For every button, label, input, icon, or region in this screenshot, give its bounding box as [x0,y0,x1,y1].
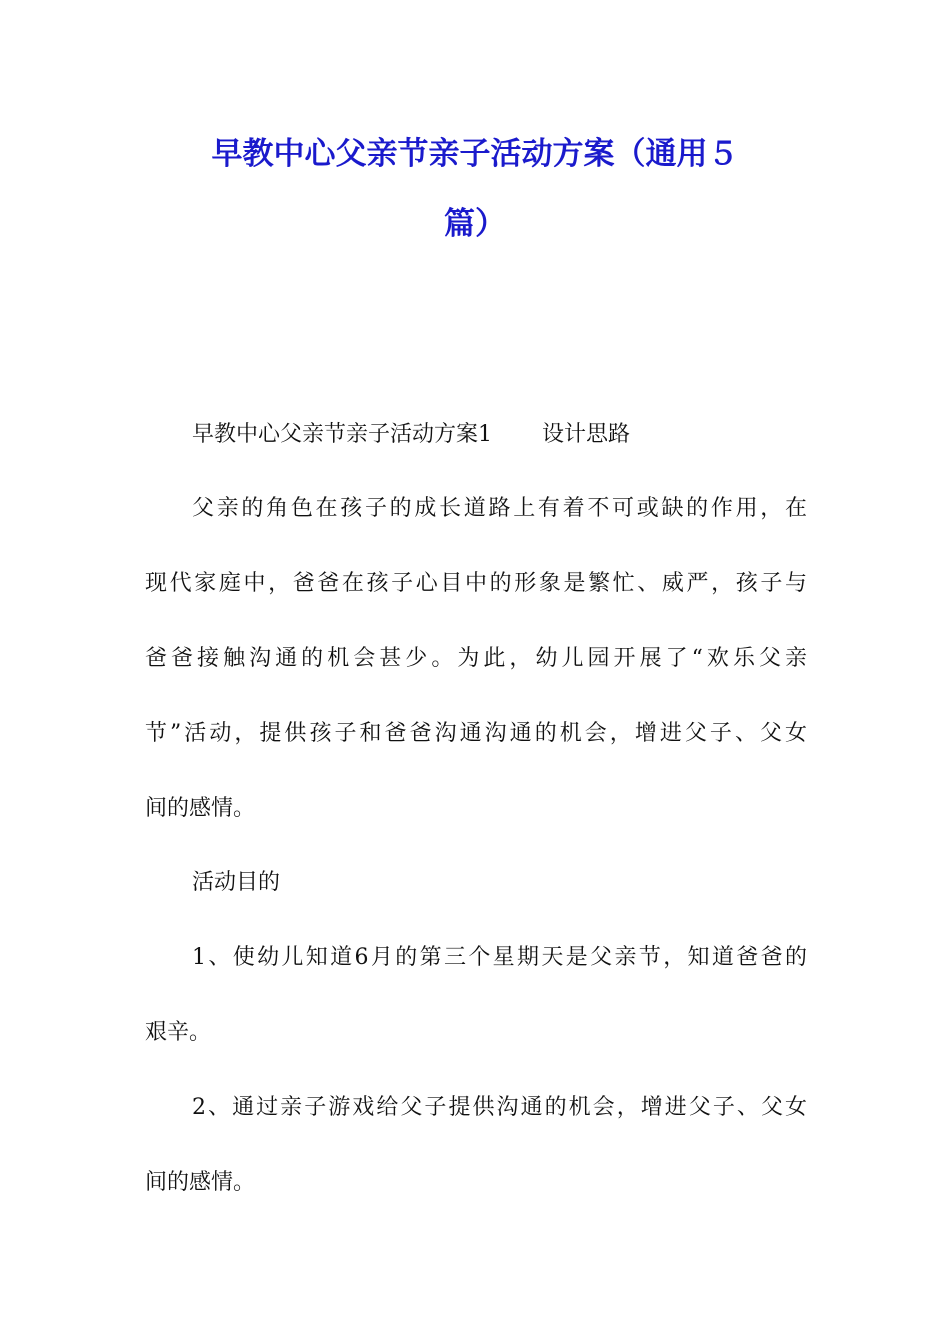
section-subheading: 设计思路 [542,422,631,447]
goal2-line2: 间的感情。 [145,1170,256,1195]
paragraph1-line2: 现代家庭中，爸爸在孩子心目中的形象是繁忙、威严，孩子与 [145,571,807,596]
goal1-line2: 艰辛。 [145,1020,212,1045]
paragraph1-line1: 父亲的角色在孩子的成长道路上有着不可或缺的作用，在 [192,496,807,521]
section-heading-line [192,420,807,450]
section-heading: 早教中心父亲节亲子活动方案1 [192,422,492,447]
goals-heading: 活动目的 [192,870,281,895]
document-title-line2: 篇） [444,206,506,242]
paragraph1-line5: 间的感情。 [145,796,256,821]
goal2-line1: 2、通过亲子游戏给父子提供沟通的机会，增进父子、父女 [192,1095,807,1120]
goal1-line1: 1、使幼儿知道6月的第三个星期天是父亲节，知道爸爸的 [192,945,807,970]
paragraph1-line3: 爸爸接触沟通的机会甚少。为此，幼儿园开展了“欢乐父亲 [145,646,807,671]
document-title-line1: 早教中心父亲节亲子活动方案（通用５ [211,136,739,172]
paragraph1-line4: 节”活动，提供孩子和爸爸沟通沟通的机会，增进父子、父女 [145,721,807,746]
